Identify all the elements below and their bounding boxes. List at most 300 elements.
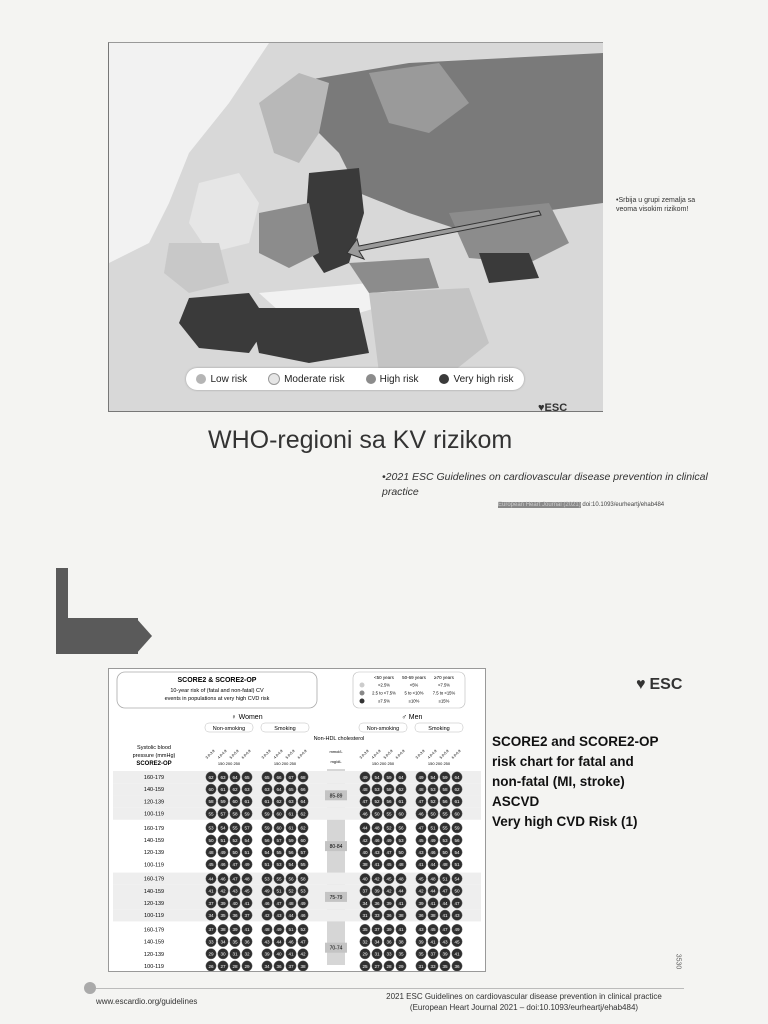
risk-value: 46 [374,837,380,843]
risk-value: 38 [300,963,306,969]
risk-value: 43 [418,927,424,933]
chol-mmol-label: 5.0-5.9 [284,748,296,760]
sbp-row-label: 140-159 [143,787,165,794]
risk-value: 60 [300,837,306,843]
chol-mmol-label: 5.0-5.9 [438,748,450,760]
risk-value: 42 [374,876,380,882]
chol-mmol-label: 6.0-6.9 [296,748,308,760]
guideline-citation: •2021 ESC Guidelines on cardiovascular disease prevention in clinical practice [382,471,708,498]
risk-value: 45 [418,876,424,882]
risk-value: 37 [208,900,214,906]
risk-value: 54 [288,862,294,868]
risk-value: 43 [442,939,448,945]
risk-value: 39 [220,900,226,906]
risk-value: 48 [362,787,368,792]
risk-value: 62 [300,825,306,831]
risk-value: 41 [398,900,404,906]
risk-value: 57 [244,825,250,831]
risk-value: 56 [442,799,448,805]
risk-value: 47 [300,939,306,945]
risk-value: 34 [374,939,380,945]
risk-value: 51 [276,888,282,894]
risk-value: 35 [398,951,404,957]
risk-value: 40 [362,876,368,882]
risk-value: 61 [244,799,250,805]
risk-value: 48 [430,876,436,882]
esc-logo-text: ESC [544,402,568,414]
risk-value: 39 [442,951,448,957]
risk-value: 47 [276,900,282,906]
risk-value: 27 [374,963,380,969]
risk-value: 60 [232,799,238,805]
risk-value: 61 [288,825,294,831]
risk-value: 27 [220,963,226,969]
risk-value: 63 [264,787,270,792]
page-number: 3530 [674,953,682,970]
heart-icon: ♥ [538,402,545,414]
risk-value: 29 [208,951,214,957]
risk-value: 44 [288,913,294,918]
risk-value: 44 [430,888,436,894]
risk-value: 59 [264,825,270,831]
risk-value: 50 [398,850,404,855]
risk-value: 46 [264,900,270,906]
risk-value: 60 [398,811,404,817]
chart-subtitle-2: events in populations at very high CVD risk [164,696,270,702]
risk-value: 42 [264,913,270,918]
map-legend [186,368,524,390]
risk-threshold: ≥7.5% [378,698,390,704]
risk-value: 55 [300,862,306,868]
risk-value: 41 [430,939,436,945]
risk-value: 47 [418,825,424,831]
risk-value: 35 [220,913,226,918]
score2-chart-svg [109,669,485,971]
risk-value: 56 [288,876,294,882]
risk-value: 53 [264,876,270,882]
risk-value: 51 [454,862,460,868]
doi-journal: European Heart Journal (2021) [498,502,581,508]
risk-value: 35 [232,939,238,945]
risk-value: 54 [454,850,460,855]
slide-decor-arrow-bar [56,618,138,654]
sbp-label-1: Systolic blood [137,745,171,751]
moderate-risk-swatch [268,373,280,385]
risk-value: 55 [208,811,214,817]
risk-value: 58 [386,787,392,792]
risk-value: 62 [454,787,460,792]
sbp-row-label: 100-119 [144,964,164,970]
risk-value: 38 [430,913,436,918]
risk-value: 47 [454,900,460,906]
risk-value: 53 [398,837,404,843]
risk-value: 54 [264,850,270,855]
sbp-label-2: pressure (mmHg) [132,753,176,759]
risk-value: 36 [454,963,460,969]
risk-value: 59 [386,774,392,780]
serbia-note: •Srbija u grupi zemalja sa veoma visokim rizikom! [616,197,696,213]
chol-mmol-label: 4.0-4.9 [216,748,228,760]
risk-value: 59 [288,837,294,843]
risk-value: 63 [288,799,294,805]
risk-value: 48 [374,825,380,831]
risk-value: 36 [374,900,380,906]
risk-value: 53 [442,837,448,843]
legend-item-moderate [268,373,345,385]
risk-value: 41 [418,862,424,868]
risk-value: 29 [398,963,404,969]
risk-value: 38 [398,939,404,945]
risk-value: 55 [276,876,282,882]
risk-value: 34 [362,900,368,906]
women-text: Women [238,714,263,721]
risk-value: 34 [220,939,226,945]
risk-value: 64 [454,774,460,780]
risk-value: 41 [398,927,404,933]
risk-value: 31 [232,951,238,957]
risk-value: 65 [244,774,250,780]
risk-value: 41 [454,951,460,957]
risk-value: 46 [418,811,424,817]
risk-value: 53 [208,825,214,831]
age-label: 85-89 [329,793,343,800]
risk-value: 44 [276,939,282,945]
risk-value: 35 [418,951,424,957]
risk-value: 47 [442,888,448,894]
risk-value: 33 [374,913,380,918]
sbp-row-label: 120-139 [143,951,165,958]
risk-value: 48 [398,876,404,882]
legend-label: Low risk [210,373,248,385]
risk-value: 45 [418,837,424,843]
chart-description [492,732,682,832]
high-risk-swatch [366,374,376,384]
risk-value: 40 [232,900,238,906]
sbp-label-3: SCORE2-OP [136,761,172,767]
sbp-row-label: 120-139 [143,901,165,907]
chol-mmol-label: 4.0-4.9 [370,748,382,760]
risk-value: 37 [244,913,250,918]
chol-mgdl-label: 150 200 250 [427,761,451,766]
risk-threshold: 5 to <10% [404,690,424,696]
chol-mgdl-label: 150 200 250 [217,761,241,766]
risk-value: 50 [208,837,214,843]
risk-value: 45 [244,888,250,894]
slide-decor-arrow-tip [136,618,152,654]
risk-value: 63 [244,787,250,792]
risk-value: 64 [276,787,282,792]
footer-citation-line-1: 2021 ESC Guidelines on cardiovascular disease prevention in clinical practice [386,992,662,1001]
risk-value: 52 [430,799,436,805]
risk-value: 61 [264,799,270,805]
doi-rest: doi:10.1093/eurheartj/ehab484 [580,502,665,508]
risk-value: 49 [386,837,392,843]
description-line: Very high CVD Risk (1) [492,814,638,829]
risk-value: 65 [264,774,270,780]
risk-value: 46 [430,850,436,855]
smoking-men: Smoking [428,726,450,732]
sbp-row-label: 120-139 [143,850,165,857]
chol-mmol-label: 5.0-5.9 [228,748,240,760]
risk-value: 47 [232,876,238,882]
risk-value: 53 [430,787,436,792]
risk-value: 54 [244,837,250,843]
risk-value: 32 [244,951,250,957]
risk-value: 60 [454,811,460,817]
chart-subtitle-1: 10-year risk of (fatal and non-fatal) CV [170,688,264,694]
chol-mmol-label: 3.0-3.9 [414,748,426,760]
risk-value: 55 [276,850,282,855]
risk-value: 45 [208,862,214,868]
women-label: ♀ Women [231,714,263,721]
risk-value: 43 [374,850,380,855]
risk-value: 50 [442,850,448,855]
risk-value: 64 [300,799,306,805]
risk-value: 36 [232,913,238,918]
risk-value: 48 [208,850,214,855]
risk-value: 31 [362,913,368,918]
risk-value: 28 [386,963,392,969]
risk-value: 34 [208,913,214,918]
risk-value: 43 [276,913,282,918]
risk-value: 44 [398,888,404,894]
risk-value: 59 [220,799,226,805]
risk-value: 49 [300,900,306,906]
risk-value: 48 [288,900,294,906]
risk-value: 32 [362,939,368,945]
risk-value: 49 [220,850,226,855]
risk-threshold: ≥15% [438,698,450,704]
age-label: 75-79 [329,894,343,901]
risk-value: 59 [442,774,448,780]
risk-value: 38 [362,862,368,868]
risk-value: 37 [208,927,214,933]
risk-value: 62 [300,811,306,817]
risk-value: 39 [264,951,270,957]
risk-value: 40 [276,951,282,957]
risk-value: 41 [244,927,250,933]
sbp-row-label: 140-159 [143,888,165,895]
europe-map-graphic [109,43,603,411]
chart-title: SCORE2 & SCORE2-OP [177,677,257,684]
risk-value: 49 [244,862,250,868]
age-group-label: <50 years [374,675,394,680]
nonsmoking-women: Non-smoking [212,726,246,732]
risk-value: 56 [288,850,294,855]
risk-value: 41 [430,900,436,906]
risk-value: 66 [276,774,282,780]
legend-item-very-high [439,374,513,385]
slide-title: WHO-regioni sa KV rizikom [208,426,513,454]
risk-value: 45 [386,862,392,868]
risk-value: 47 [386,850,392,855]
risk-value: 51 [264,862,270,868]
sbp-row-label: 100-119 [144,913,164,920]
risk-value: 50 [454,888,460,894]
chol-mmol-label: 4.0-4.9 [426,748,438,760]
risk-value: 45 [454,939,460,945]
risk-value: 57 [300,850,306,855]
risk-threshold: <2.5% [378,682,390,688]
risk-value: 37 [430,951,436,957]
risk-value: 55 [442,825,448,831]
risk-value: 56 [454,837,460,843]
risk-value: 47 [232,862,238,868]
risk-value: 41 [208,888,214,894]
risk-value: 33 [430,963,436,969]
risk-value: 56 [398,825,404,831]
risk-value: 59 [244,811,250,817]
risk-value: 42 [386,888,392,894]
risk-value: 39 [374,888,380,894]
risk-value: 52 [300,927,306,933]
score2-chart [108,668,486,972]
footer-citation [374,991,674,1013]
mgdl-label: mg/dL [330,759,342,764]
risk-value: 56 [264,837,270,843]
chol-mgdl-label: 150 200 250 [273,761,297,766]
risk-value: 36 [386,913,392,918]
smoking-women: Smoking [274,726,296,732]
risk-value: 54 [374,774,380,780]
description-line: risk chart for fatal and [492,754,634,769]
esc-logo [636,676,682,694]
risk-value: 49 [418,774,424,780]
risk-value: 35 [362,927,368,933]
sbp-row-label: 100-119 [144,811,164,818]
risk-value: 61 [398,799,404,805]
risk-value: 61 [288,811,294,817]
risk-value: 37 [288,963,294,969]
risk-value: 50 [430,811,436,817]
risk-value: 35 [442,963,448,969]
risk-value: 39 [418,900,424,906]
risk-value: 44 [208,876,214,882]
description-line: SCORE2 and SCORE2-OP [492,734,659,749]
chol-mmol-label: 4.0-4.9 [272,748,284,760]
risk-value: 29 [362,951,368,957]
footer-dot [84,982,96,994]
risk-value: 48 [442,862,448,868]
sbp-row-label: 140-159 [143,939,165,946]
risk-value: 51 [244,850,250,855]
age-label: 70-74 [329,945,343,952]
risk-value: 64 [232,774,238,780]
risk-value: 46 [362,811,368,817]
risk-value: 39 [232,927,238,933]
risk-value: 49 [276,927,282,933]
risk-value: 49 [362,774,368,780]
risk-high-swatch [360,699,365,704]
risk-mid-swatch [360,691,365,696]
risk-value: 60 [276,811,282,817]
chol-mmol-label: 3.0-3.9 [358,748,370,760]
risk-value: 58 [208,799,214,805]
risk-value: 47 [362,799,368,805]
risk-value: 38 [398,913,404,918]
risk-value: 44 [442,900,448,906]
risk-value: 42 [220,888,226,894]
risk-value: 25 [362,963,368,969]
risk-value: 47 [442,927,448,933]
sbp-row-label: 100-119 [144,862,164,869]
risk-value: 29 [244,963,250,969]
risk-value: 52 [232,837,238,843]
risk-value: 51 [288,927,294,933]
risk-value: 48 [398,862,404,868]
chol-mmol-label: 6.0-6.9 [450,748,462,760]
risk-value: 36 [418,913,424,918]
low-risk-swatch [196,374,206,384]
legend-label: Very high risk [453,373,514,385]
chol-mgdl-label: 150 200 250 [371,761,395,766]
heart-icon: ♥ [636,676,646,693]
risk-value: 42 [300,951,306,957]
risk-value: 53 [300,888,306,894]
risk-value: 55 [232,825,238,831]
sbp-row-label: 140-159 [143,838,165,844]
risk-value: 52 [288,888,294,894]
risk-value: 28 [232,963,238,969]
risk-value: 62 [276,799,282,805]
risk-value: 39 [386,927,392,933]
risk-value: 61 [220,787,226,792]
esc-logo-top [538,402,567,414]
risk-value: 57 [220,811,226,817]
risk-value: 58 [442,787,448,792]
risk-value: 33 [208,939,214,945]
risk-threshold: <5% [409,682,419,688]
risk-value: 55 [386,811,392,817]
risk-value: 41 [288,951,294,957]
legend-item-high [366,374,419,385]
risk-value: 34 [264,963,270,969]
risk-value: 39 [418,939,424,945]
risk-value: 67 [288,774,294,780]
risk-value: 50 [232,850,238,855]
very-high-risk-swatch [439,374,449,384]
risk-value: 64 [398,774,404,780]
risk-value: 61 [454,799,460,805]
risk-value: 41 [244,900,250,906]
risk-value: 31 [374,951,380,957]
risk-value: 37 [374,927,380,933]
doi-reference [498,502,664,508]
risk-low-swatch [360,683,365,688]
mmol-label: mmol/L [329,749,343,754]
risk-value: 63 [220,774,226,780]
risk-value: 68 [300,774,306,780]
sbp-row-label: 120-139 [143,799,165,806]
esc-logo-text: ESC [649,676,683,693]
risk-value: 39 [386,900,392,906]
risk-value: 49 [264,888,270,894]
risk-value: 53 [276,862,282,868]
risk-value: 37 [362,888,368,894]
age-label: 80-84 [329,844,343,851]
risk-value: 46 [220,862,226,868]
risk-threshold: ≥10% [408,698,420,704]
risk-value: 36 [386,939,392,945]
legend-label: High risk [379,373,419,385]
risk-threshold: <7.5% [438,682,450,688]
risk-value: 44 [430,862,436,868]
men-text: Men [408,714,423,721]
risk-value: 43 [418,850,424,855]
nonhdl-label: Non-HDL cholesterol [313,736,365,742]
risk-value: 62 [208,774,214,780]
risk-map [108,42,603,412]
